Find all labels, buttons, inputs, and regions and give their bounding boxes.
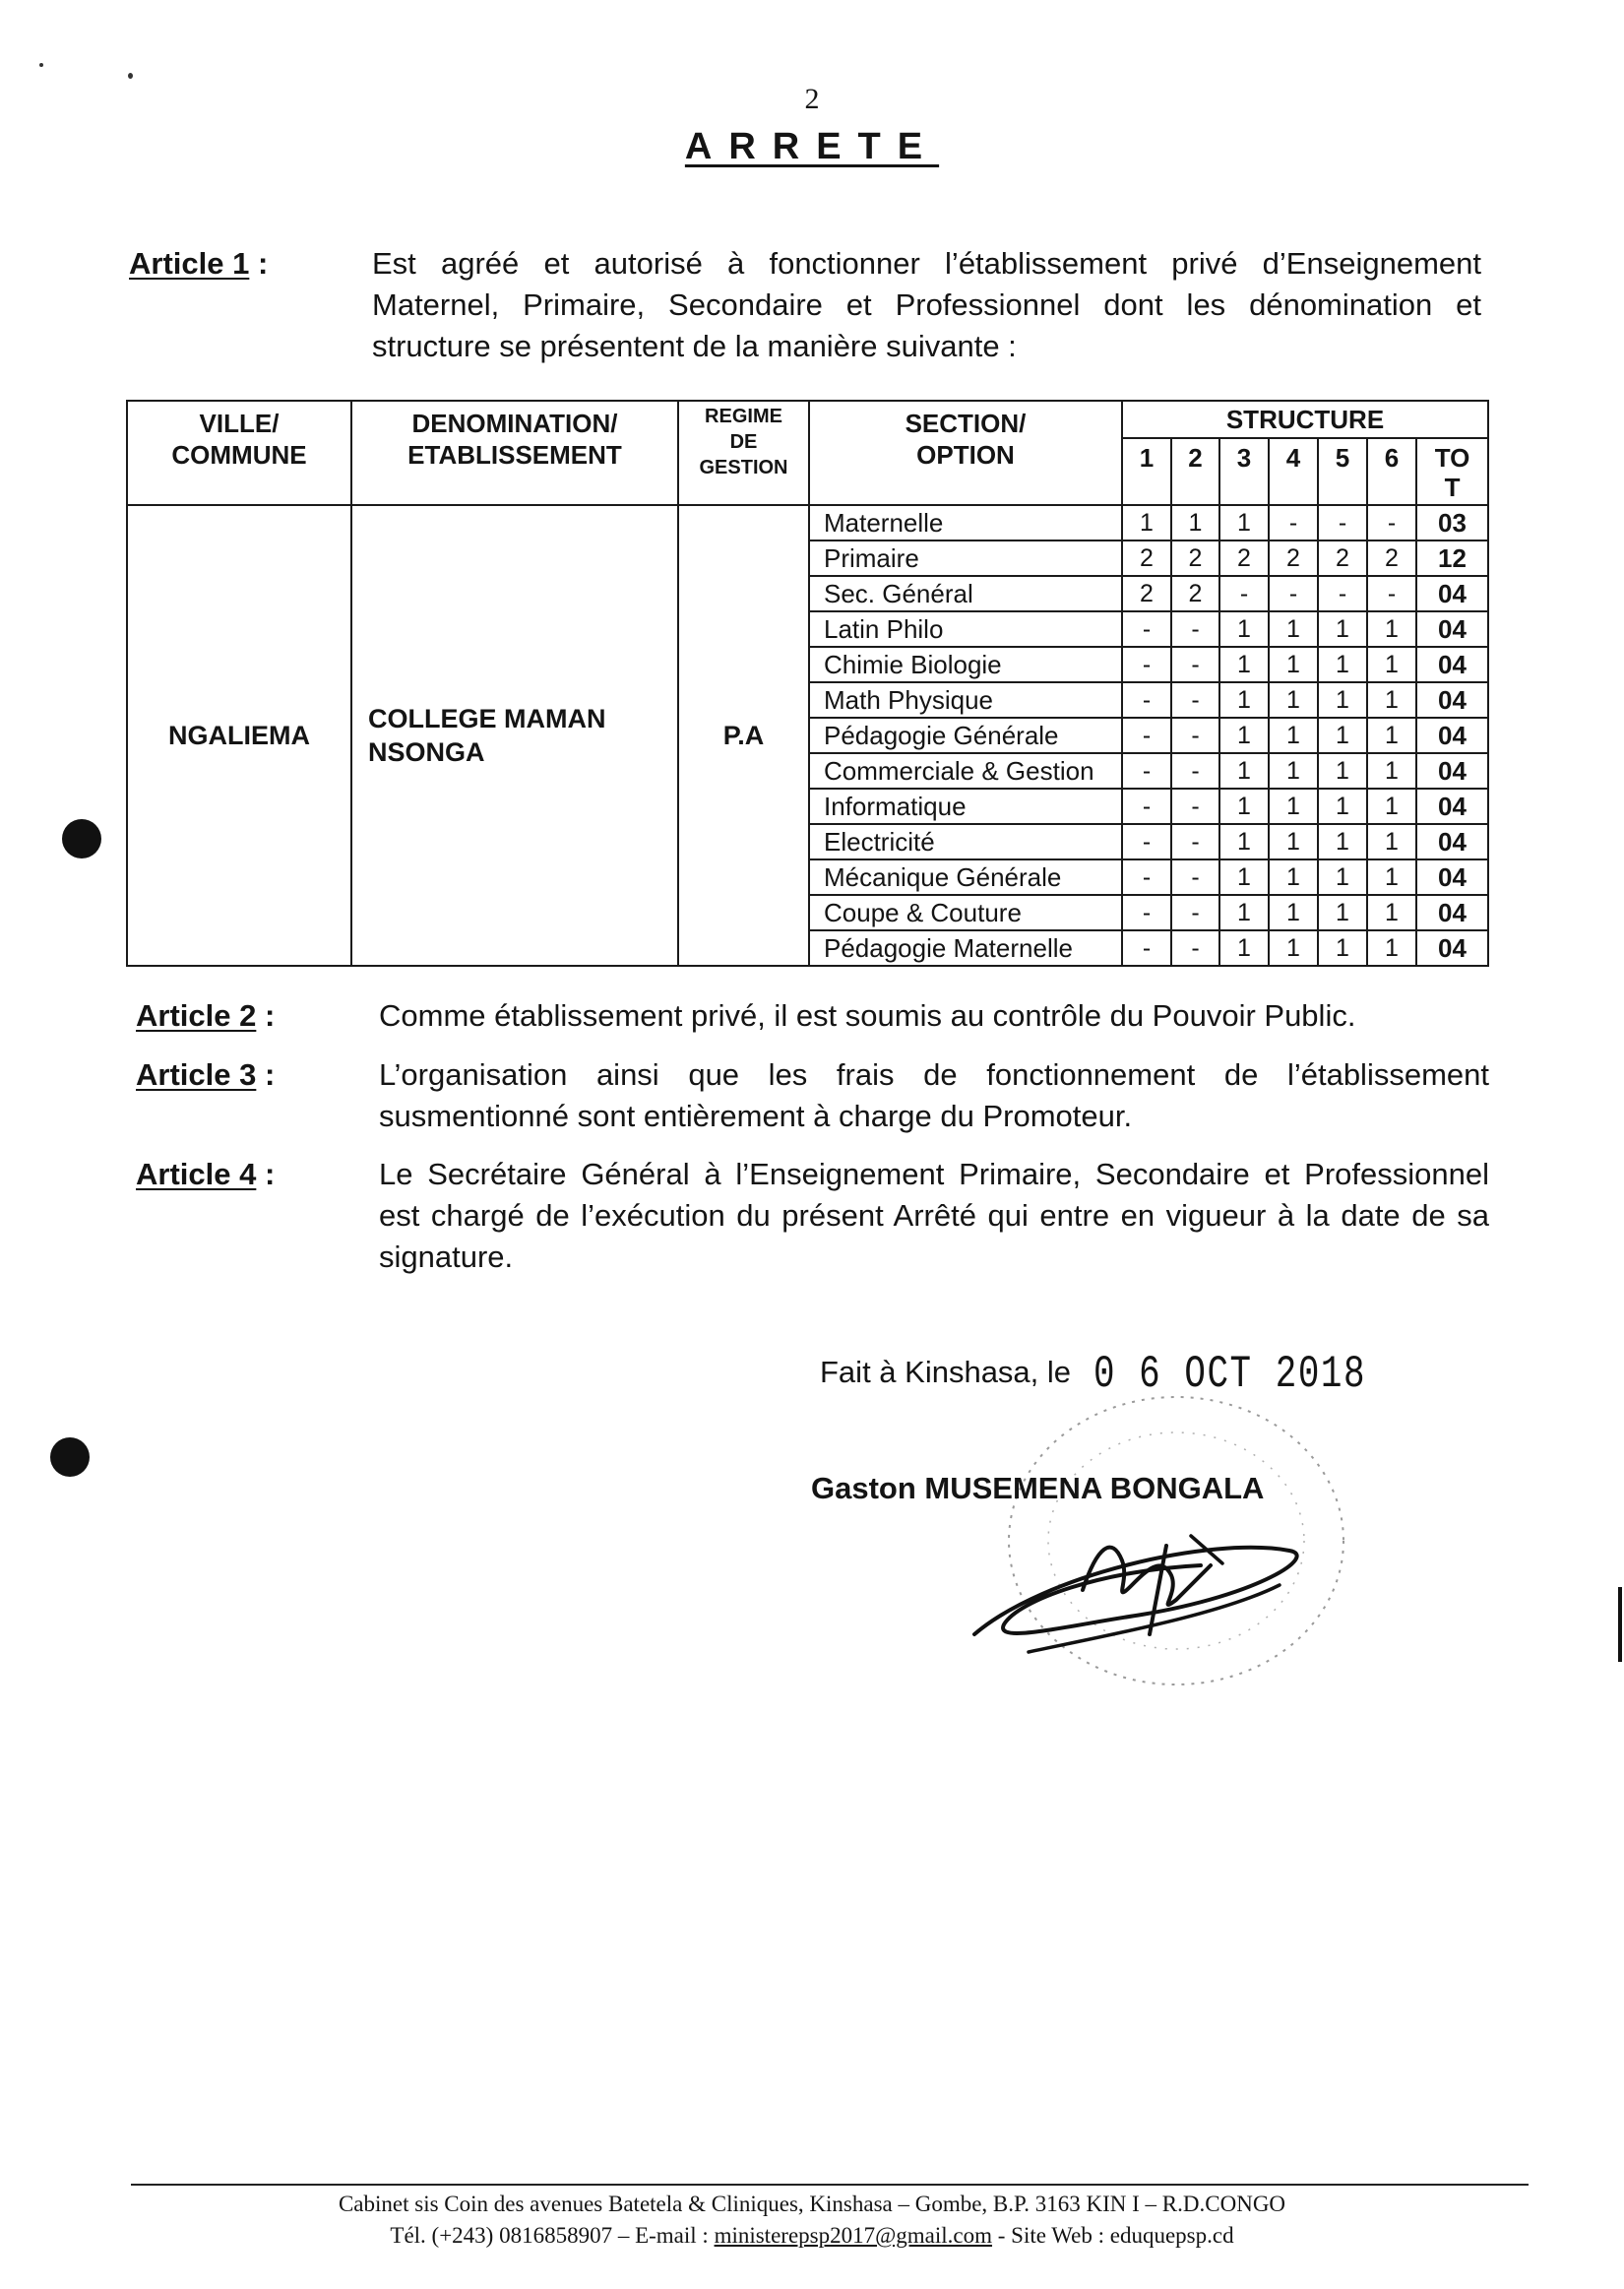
- cell-year: 1: [1219, 611, 1269, 647]
- cell-section: Latin Philo: [809, 611, 1122, 647]
- cell-year: 2: [1367, 540, 1416, 576]
- cell-section: Pédagogie Générale: [809, 718, 1122, 753]
- cell-year: 1: [1318, 895, 1367, 930]
- cell-year: -: [1171, 682, 1219, 718]
- cell-year: 1: [1269, 859, 1318, 895]
- cell-year: 1: [1318, 718, 1367, 753]
- header-year-1: 1: [1122, 438, 1171, 505]
- cell-year: 1: [1269, 718, 1318, 753]
- title-text: ARRETE: [684, 126, 940, 167]
- article-1-text: Est agréé et autorisé à fonctionner l’établissement privé d’Enseignement Maternel, Primaire, Secondaire et Professionnel dont les dénomination et structure se présentent de la manière suivante :: [372, 246, 1481, 363]
- scan-edge-mark: [1618, 1587, 1622, 1662]
- article-3-label: Article 3 :: [136, 1057, 276, 1092]
- page-title: [0, 126, 1624, 168]
- cell-total: 12: [1416, 540, 1488, 576]
- cell-year: -: [1318, 576, 1367, 611]
- cell-year: 2: [1219, 540, 1269, 576]
- cell-year: 1: [1269, 895, 1318, 930]
- cell-year: -: [1122, 824, 1171, 859]
- header-year-2: 2: [1171, 438, 1219, 505]
- header-year-4: 4: [1269, 438, 1318, 505]
- cell-section: Mécanique Générale: [809, 859, 1122, 895]
- cell-year: -: [1171, 930, 1219, 966]
- cell-year: 1: [1219, 682, 1269, 718]
- cell-total: 04: [1416, 824, 1488, 859]
- cell-year: 1: [1318, 753, 1367, 789]
- cell-year: 2: [1171, 540, 1219, 576]
- cell-year: 1: [1269, 611, 1318, 647]
- structure-table: [126, 400, 1489, 967]
- cell-year: 1: [1367, 930, 1416, 966]
- cell-year: 1: [1219, 505, 1269, 540]
- header-total: TO T: [1416, 438, 1488, 505]
- cell-total: 04: [1416, 611, 1488, 647]
- scan-speck: [128, 73, 133, 79]
- header-ville: VILLE/ COMMUNE: [127, 401, 351, 505]
- header-structure: STRUCTURE: [1122, 401, 1488, 438]
- cell-year: 1: [1269, 789, 1318, 824]
- article-3-text: L’organisation ainsi que les frais de fonctionnement de l’établissement susmentionné sont entièrement à charge du Promoteur.: [379, 1057, 1489, 1133]
- cell-year: -: [1171, 718, 1219, 753]
- place-text: Fait à Kinshasa, le: [820, 1355, 1072, 1389]
- cell-year: -: [1122, 859, 1171, 895]
- cell-year: 1: [1219, 895, 1269, 930]
- scan-speck: [39, 63, 43, 67]
- cell-section: Primaire: [809, 540, 1122, 576]
- cell-year: -: [1219, 576, 1269, 611]
- header-regime: REGIME DE GESTION: [678, 401, 809, 505]
- header-section: SECTION/ OPTION: [809, 401, 1122, 505]
- cell-year: 1: [1367, 611, 1416, 647]
- cell-section: Electricité: [809, 824, 1122, 859]
- cell-year: 1: [1367, 824, 1416, 859]
- cell-year: -: [1122, 789, 1171, 824]
- article-2-text: Comme établissement privé, il est soumis au contrôle du Pouvoir Public.: [379, 998, 1356, 1033]
- cell-year: -: [1269, 505, 1318, 540]
- cell-year: -: [1171, 789, 1219, 824]
- cell-total: 04: [1416, 789, 1488, 824]
- cell-year: 1: [1269, 647, 1318, 682]
- email-link[interactable]: ministerepsp2017@gmail.com: [714, 2223, 993, 2248]
- cell-year: -: [1269, 576, 1318, 611]
- cell-year: 1: [1367, 789, 1416, 824]
- cell-year: 1: [1318, 647, 1367, 682]
- cell-total: 04: [1416, 718, 1488, 753]
- cell-year: -: [1171, 824, 1219, 859]
- cell-year: 1: [1367, 895, 1416, 930]
- header-year-6: 6: [1367, 438, 1416, 505]
- cell-year: 1: [1318, 789, 1367, 824]
- cell-year: -: [1367, 576, 1416, 611]
- cell-year: 1: [1269, 824, 1318, 859]
- cell-year: 1: [1219, 718, 1269, 753]
- cell-year: 1: [1219, 753, 1269, 789]
- cell-year: 1: [1318, 859, 1367, 895]
- table-row: [127, 505, 1488, 540]
- cell-year: 2: [1122, 576, 1171, 611]
- cell-year: 1: [1219, 647, 1269, 682]
- cell-year: -: [1367, 505, 1416, 540]
- cell-year: 2: [1318, 540, 1367, 576]
- cell-total: 04: [1416, 753, 1488, 789]
- cell-year: 1: [1122, 505, 1171, 540]
- cell-total: 04: [1416, 647, 1488, 682]
- article-1-label: Article 1 :: [129, 246, 269, 281]
- cell-year: -: [1171, 895, 1219, 930]
- cell-total: 03: [1416, 505, 1488, 540]
- cell-year: -: [1122, 611, 1171, 647]
- cell-year: -: [1171, 611, 1219, 647]
- cell-year: 1: [1219, 930, 1269, 966]
- punch-hole-bottom: [50, 1437, 90, 1477]
- cell-year: 1: [1219, 859, 1269, 895]
- cell-year: 2: [1269, 540, 1318, 576]
- header-denomination: DENOMINATION/ ETABLISSEMENT: [351, 401, 678, 505]
- cell-year: 2: [1122, 540, 1171, 576]
- footer-contact: Tél. (+243) 0816858907 – E-mail : ministerepsp2017@gmail.com - Site Web : eduquepsp.cd: [390, 2223, 1234, 2248]
- cell-section: Chimie Biologie: [809, 647, 1122, 682]
- article-4-text: Le Secrétaire Général à l’Enseignement Primaire, Secondaire et Professionnel est chargé de l’exécution du présent Arrêté qui entre en vigueur à la date de sa signature.: [379, 1157, 1489, 1274]
- cell-year: -: [1171, 753, 1219, 789]
- cell-section: Pédagogie Maternelle: [809, 930, 1122, 966]
- cell-section: Informatique: [809, 789, 1122, 824]
- cell-section: Math Physique: [809, 682, 1122, 718]
- cell-year: 1: [1367, 647, 1416, 682]
- cell-year: 1: [1318, 824, 1367, 859]
- cell-year: -: [1122, 647, 1171, 682]
- cell-ville: NGALIEMA: [127, 505, 351, 966]
- cell-year: 1: [1318, 611, 1367, 647]
- header-year-5: 5: [1318, 438, 1367, 505]
- date-stamp: 0 6 OCT 2018: [1093, 1349, 1366, 1400]
- cell-year: 1: [1367, 859, 1416, 895]
- cell-year: -: [1171, 647, 1219, 682]
- cell-year: -: [1171, 859, 1219, 895]
- cell-year: 1: [1367, 753, 1416, 789]
- cell-year: 1: [1318, 682, 1367, 718]
- cell-year: 1: [1269, 753, 1318, 789]
- footer-rule: [131, 2184, 1529, 2186]
- cell-year: -: [1122, 682, 1171, 718]
- cell-total: 04: [1416, 859, 1488, 895]
- cell-year: 1: [1219, 789, 1269, 824]
- article-2-label: Article 2 :: [136, 998, 276, 1033]
- cell-year: -: [1122, 930, 1171, 966]
- cell-year: 1: [1367, 682, 1416, 718]
- article-4-label: Article 4 :: [136, 1157, 276, 1191]
- cell-total: 04: [1416, 930, 1488, 966]
- cell-year: 2: [1171, 576, 1219, 611]
- cell-total: 04: [1416, 576, 1488, 611]
- cell-section: Sec. Général: [809, 576, 1122, 611]
- cell-year: 1: [1318, 930, 1367, 966]
- cell-section: Coupe & Couture: [809, 895, 1122, 930]
- cell-year: 1: [1219, 824, 1269, 859]
- cell-year: 1: [1367, 718, 1416, 753]
- signer-name: Gaston MUSEMENA BONGALA: [811, 1471, 1265, 1505]
- cell-year: -: [1122, 718, 1171, 753]
- cell-regime: P.A: [678, 505, 809, 966]
- cell-total: 04: [1416, 682, 1488, 718]
- punch-hole-top: [62, 819, 101, 858]
- cell-etablissement: COLLEGE MAMAN NSONGA: [351, 505, 678, 966]
- footer-address: Cabinet sis Coin des avenues Batetela & Cliniques, Kinshasa – Gombe, B.P. 3163 KIN I – R.D.CONGO: [338, 2192, 1286, 2216]
- cell-year: -: [1318, 505, 1367, 540]
- cell-year: -: [1122, 895, 1171, 930]
- cell-total: 04: [1416, 895, 1488, 930]
- cell-section: Maternelle: [809, 505, 1122, 540]
- cell-section: Commerciale & Gestion: [809, 753, 1122, 789]
- cell-year: 1: [1269, 682, 1318, 718]
- page-number: 2: [804, 83, 820, 115]
- cell-year: -: [1122, 753, 1171, 789]
- header-year-3: 3: [1219, 438, 1269, 505]
- cell-year: 1: [1171, 505, 1219, 540]
- signature: [965, 1516, 1339, 1674]
- cell-year: 1: [1269, 930, 1318, 966]
